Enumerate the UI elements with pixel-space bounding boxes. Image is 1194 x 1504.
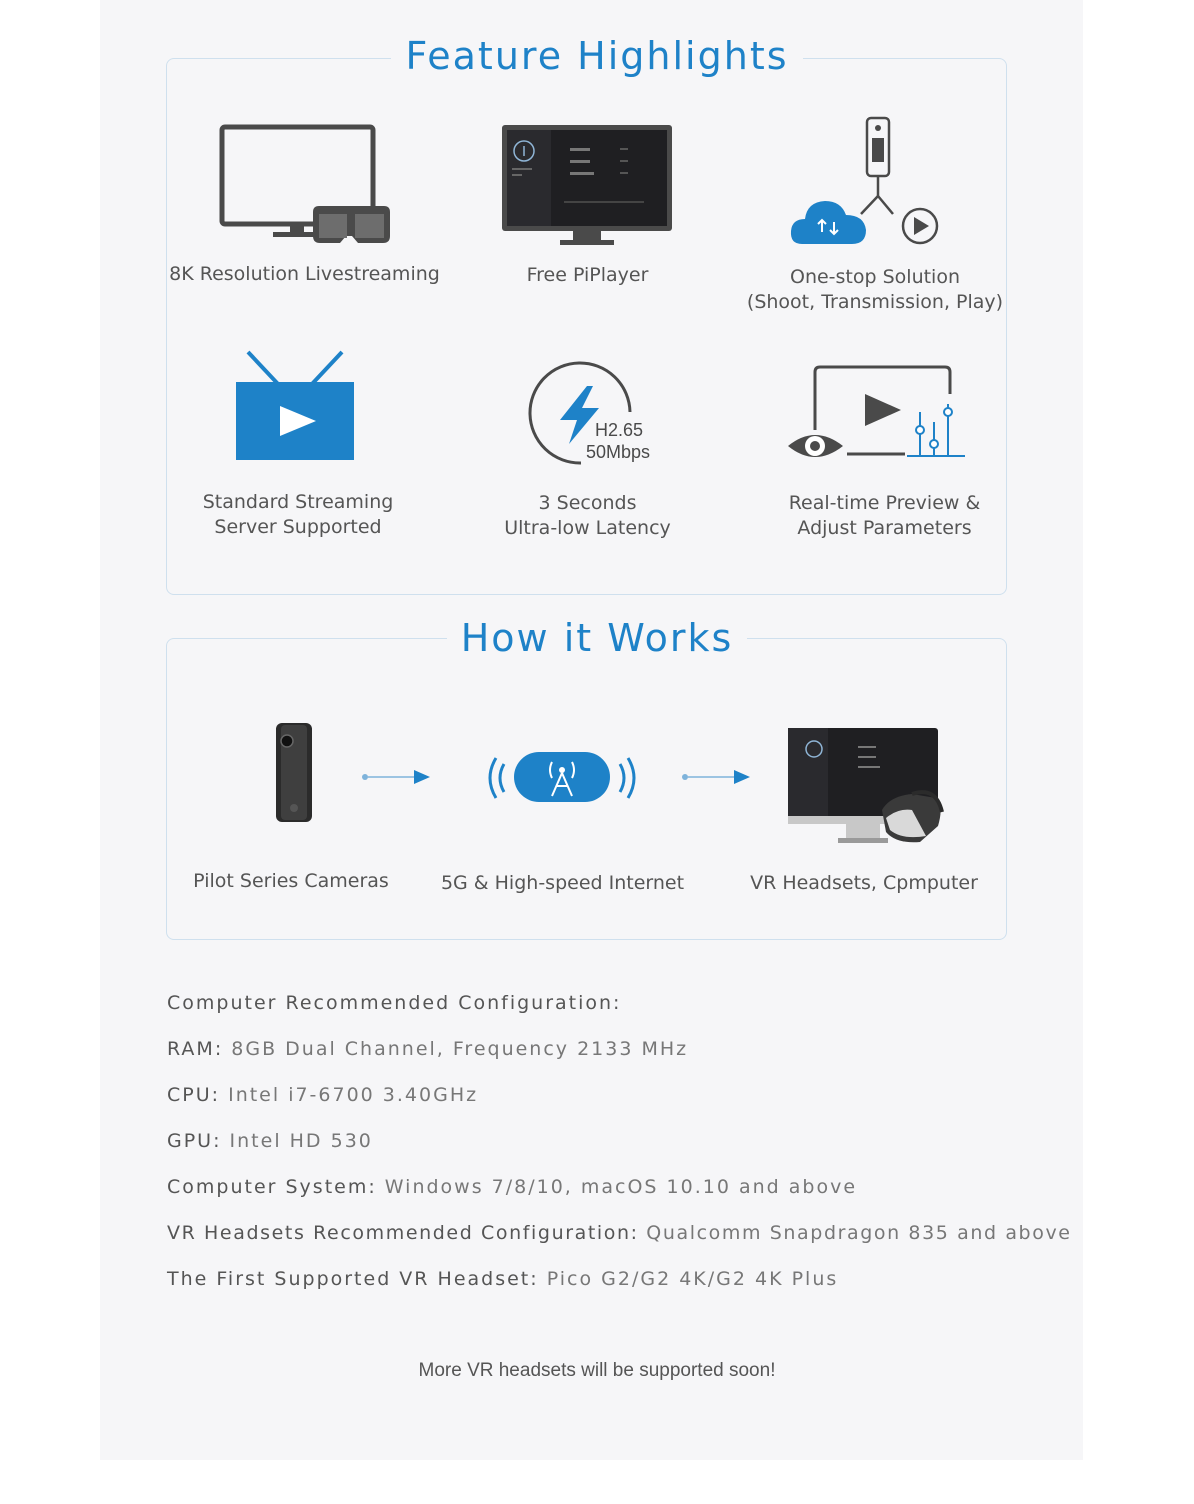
- camera-cloud-play-icon: [788, 116, 943, 248]
- spec-row: RAM: 8GB Dual Channel, Frequency 2133 MHz: [167, 1038, 689, 1060]
- spec-row: Computer System: Windows 7/8/10, macOS 10.10 and above: [167, 1176, 858, 1198]
- feature-highlights-title: Feature Highlights: [0, 34, 1194, 78]
- step-label-3: VR Headsets, Cpmputer: [750, 872, 978, 894]
- feature-label-3: One-stop Solution (Shoot, Transmission, Play): [746, 266, 1004, 313]
- 5g-network-icon: [482, 750, 642, 806]
- footer-note: More VR headsets will be supported soon!: [418, 1360, 776, 1381]
- spec-row: The First Supported VR Headset: Pico G2/G2 4K/G2 4K Plus: [167, 1268, 839, 1290]
- step-label-2: 5G & High-speed Internet: [440, 872, 685, 894]
- tv-play-icon: [234, 350, 356, 463]
- computer-vr-headset-icon: [786, 726, 946, 848]
- specs-heading: Computer Recommended Configuration:: [167, 992, 622, 1014]
- feature-label-5: 3 Seconds Ultra-low Latency: [504, 492, 671, 539]
- step-label-1: Pilot Series Cameras: [193, 870, 389, 892]
- latency-codec-label: H2.65: [595, 420, 644, 440]
- pilot-camera-icon: [274, 721, 314, 824]
- spec-row: VR Headsets Recommended Configuration: Qualcomm Snapdragon 835 and above: [167, 1222, 1072, 1244]
- arrow-right-icon: [680, 768, 752, 786]
- feature-label-4: Standard Streaming Server Supported: [202, 491, 394, 538]
- feature-label-2: Free PiPlayer: [526, 264, 649, 286]
- preview-adjust-icon: [785, 364, 967, 464]
- spec-row: CPU: Intel i7-6700 3.40GHz: [167, 1084, 479, 1106]
- feature-label-6: Real-time Preview & Adjust Parameters: [788, 492, 981, 539]
- feature-label-1: 8K Resolution Livestreaming: [169, 263, 440, 285]
- monitor-vr-icon: [218, 124, 394, 248]
- latency-bitrate-label: 50Mbps: [586, 442, 651, 462]
- spec-row: GPU: Intel HD 530: [167, 1130, 373, 1152]
- piplayer-monitor-icon: [500, 124, 675, 248]
- arrow-right-icon: [360, 768, 432, 786]
- how-it-works-title: How it Works: [0, 616, 1194, 660]
